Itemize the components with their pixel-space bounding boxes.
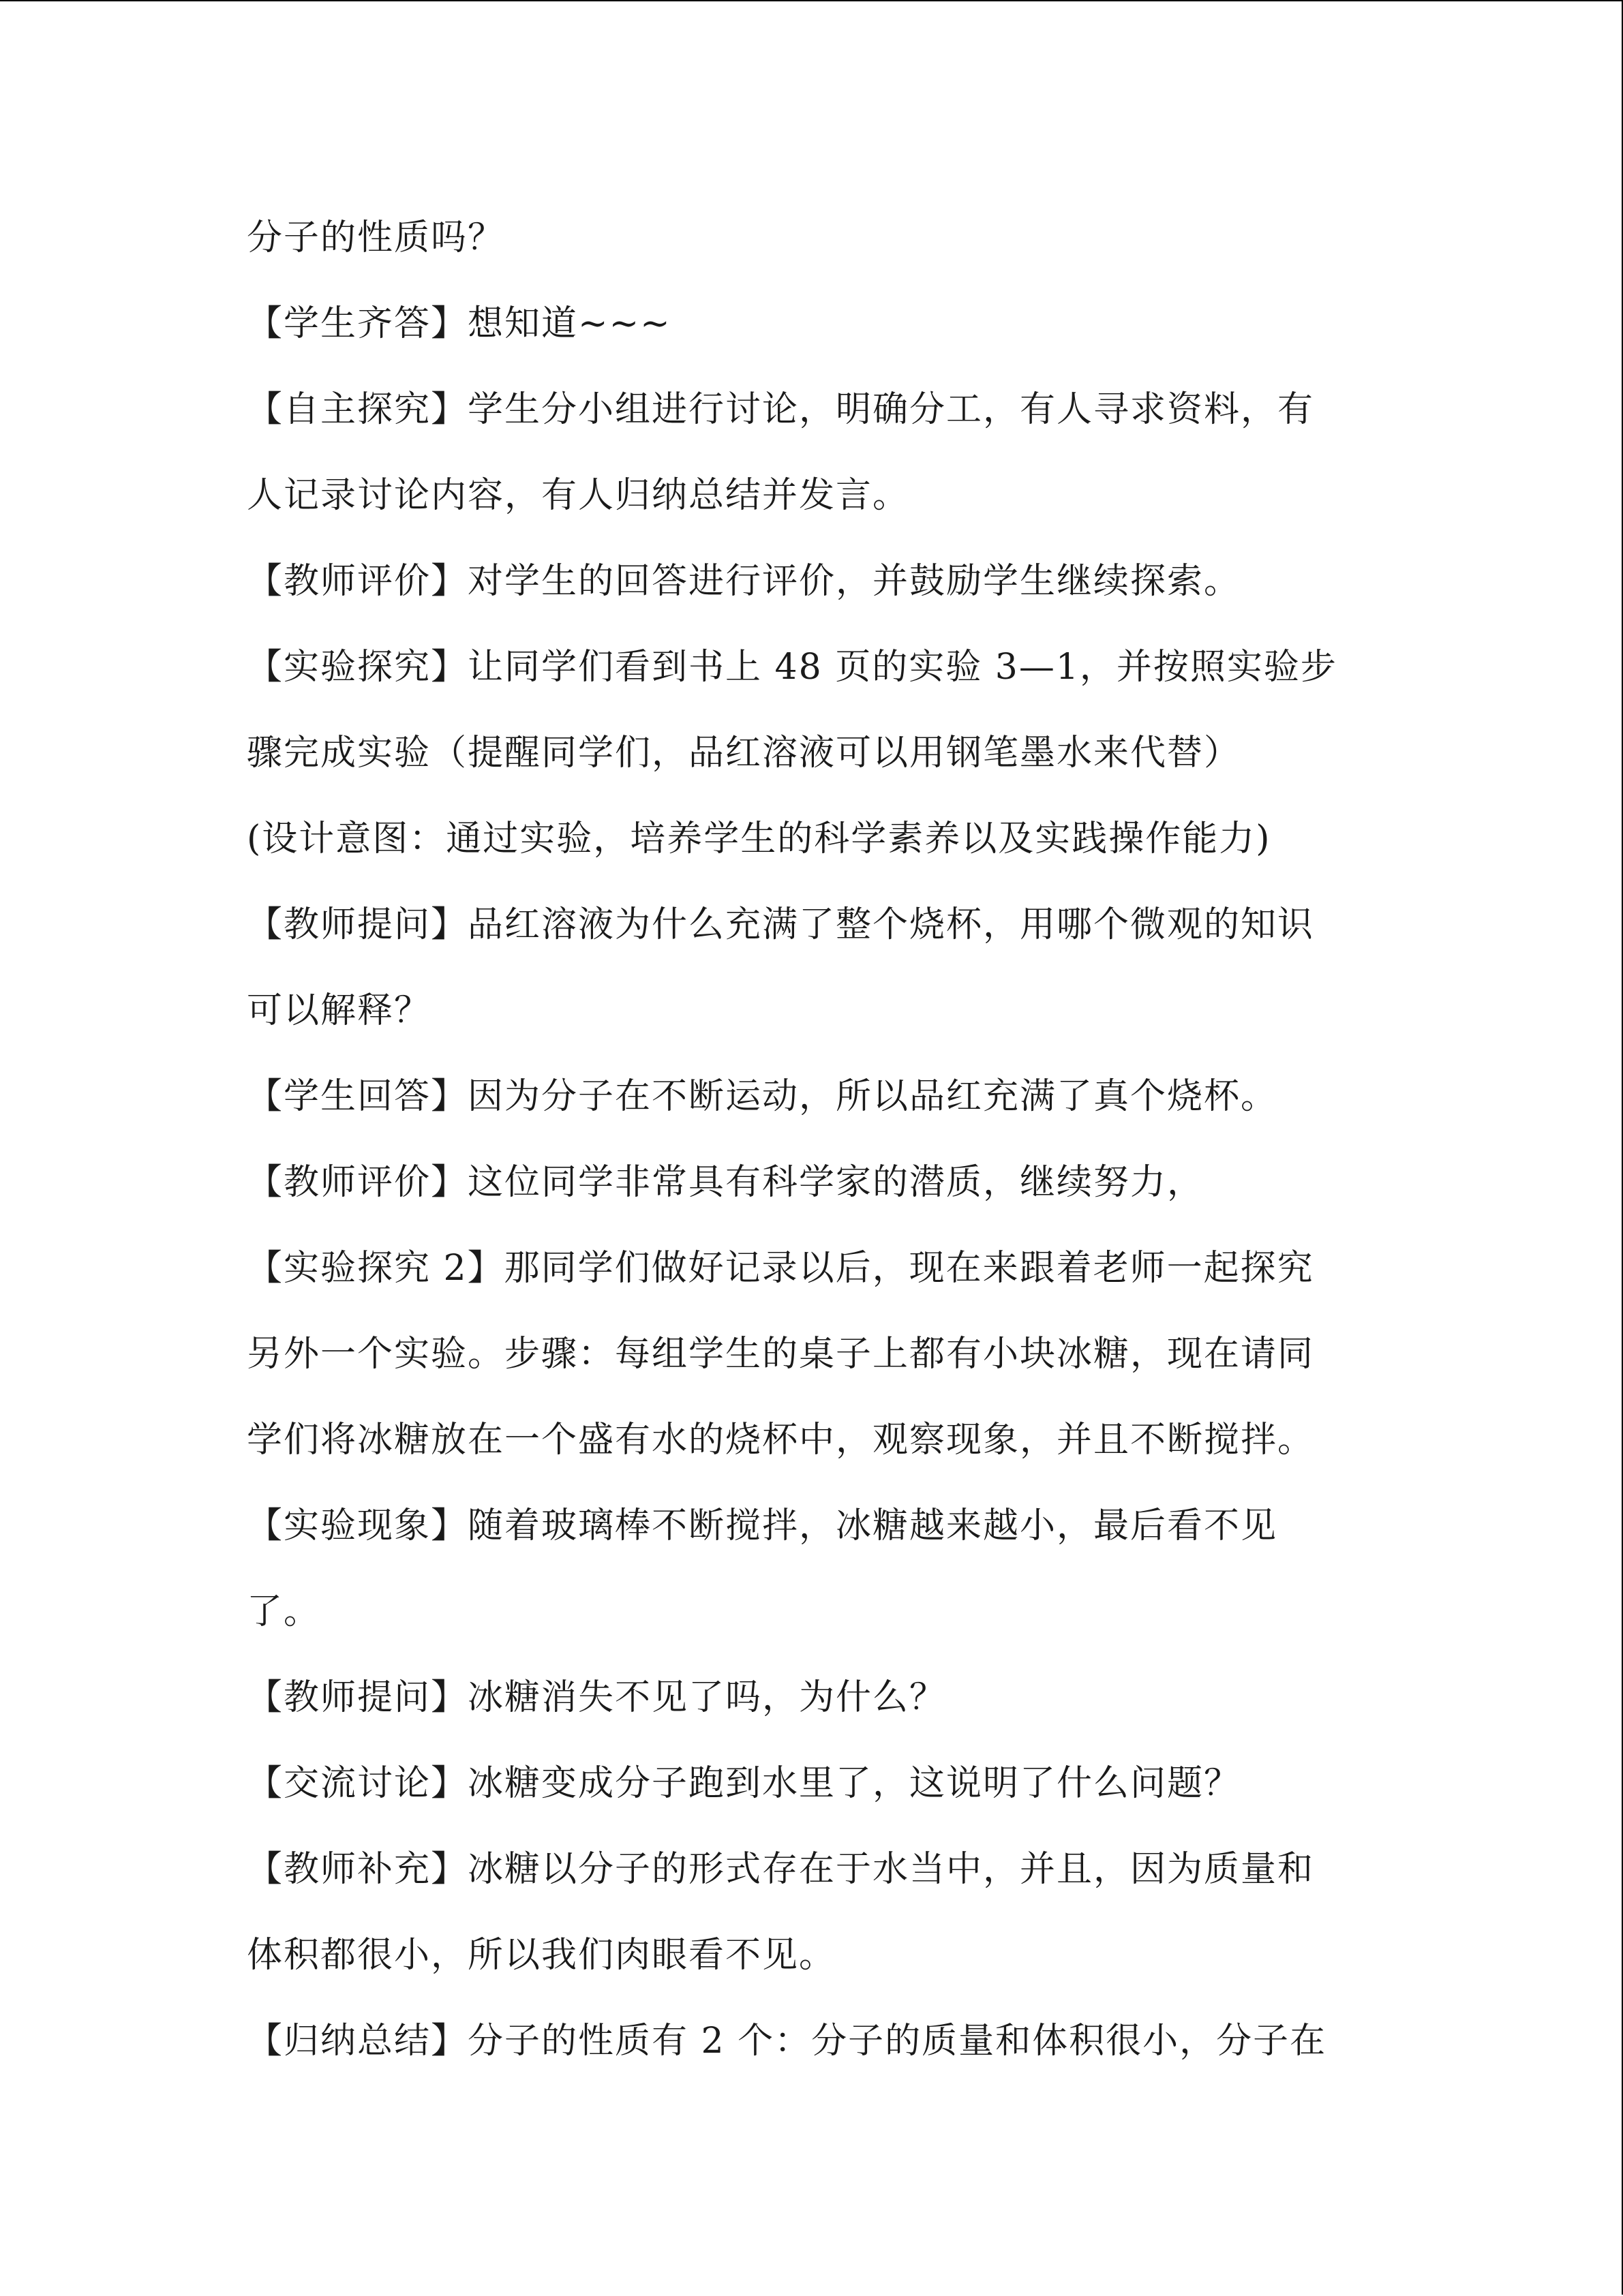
- text-line: 骤完成实验（提醒同学们，品红溶液可以用钢笔墨水来代替）: [247, 733, 1241, 774]
- text-line: 【教师评价】对学生的回答进行评价，并鼓励学生继续探索。: [247, 561, 1241, 602]
- text-line: 【自主探究】学生分小组进行讨论，明确分工，有人寻求资料，有: [247, 389, 1315, 430]
- text-line: 可以解释？: [247, 990, 431, 1031]
- text-line: 【交流讨论】冰糖变成分子跑到水里了，这说明了什么问题？: [247, 1763, 1241, 1804]
- text-line: 【实验探究 2】那同学们做好记录以后，现在来跟着老师一起探究: [247, 1248, 1314, 1289]
- text-line: 分子的性质吗？: [247, 217, 505, 258]
- text-line: 【教师评价】这位同学非常具有科学家的潜质，继续努力，: [247, 1162, 1204, 1203]
- text-line: 【教师提问】品红溶液为什么充满了整个烧杯，用哪个微观的知识: [247, 904, 1315, 945]
- text-line: 【实验探究】让同学们看到书上 48 页的实验 3—1，并按照实验步: [247, 647, 1337, 688]
- text-line: 【教师补充】冰糖以分子的形式存在于水当中，并且，因为质量和: [247, 1849, 1315, 1890]
- text-line: 【实验现象】随着玻璃棒不断搅拌，冰糖越来越小，最后看不见: [247, 1505, 1278, 1546]
- document-page: [0, 1, 1623, 2296]
- text-line: 体积都很小，所以我们肉眼看不见。: [247, 1935, 836, 1976]
- text-line: 【归纳总结】分子的性质有 2 个：分子的质量和体积很小，分子在: [247, 2021, 1327, 2062]
- text-line: 【学生回答】因为分子在不断运动，所以品红充满了真个烧杯。: [247, 1076, 1278, 1117]
- text-line: 人记录讨论内容，有人归纳总结并发言。: [247, 475, 910, 516]
- text-line: 【学生齐答】想知道~~~: [247, 303, 671, 344]
- text-line: 另外一个实验。步骤：每组学生的桌子上都有小块冰糖，现在请同: [247, 1334, 1315, 1375]
- text-line: 【教师提问】冰糖消失不见了吗，为什么？: [247, 1677, 947, 1718]
- text-line: 学们将冰糖放在一个盛有水的烧杯中，观察现象，并且不断搅拌。: [247, 1420, 1315, 1460]
- text-line: (设计意图：通过实验，培养学生的科学素养以及实践操作能力): [247, 818, 1271, 859]
- text-line: 了。: [247, 1591, 321, 1632]
